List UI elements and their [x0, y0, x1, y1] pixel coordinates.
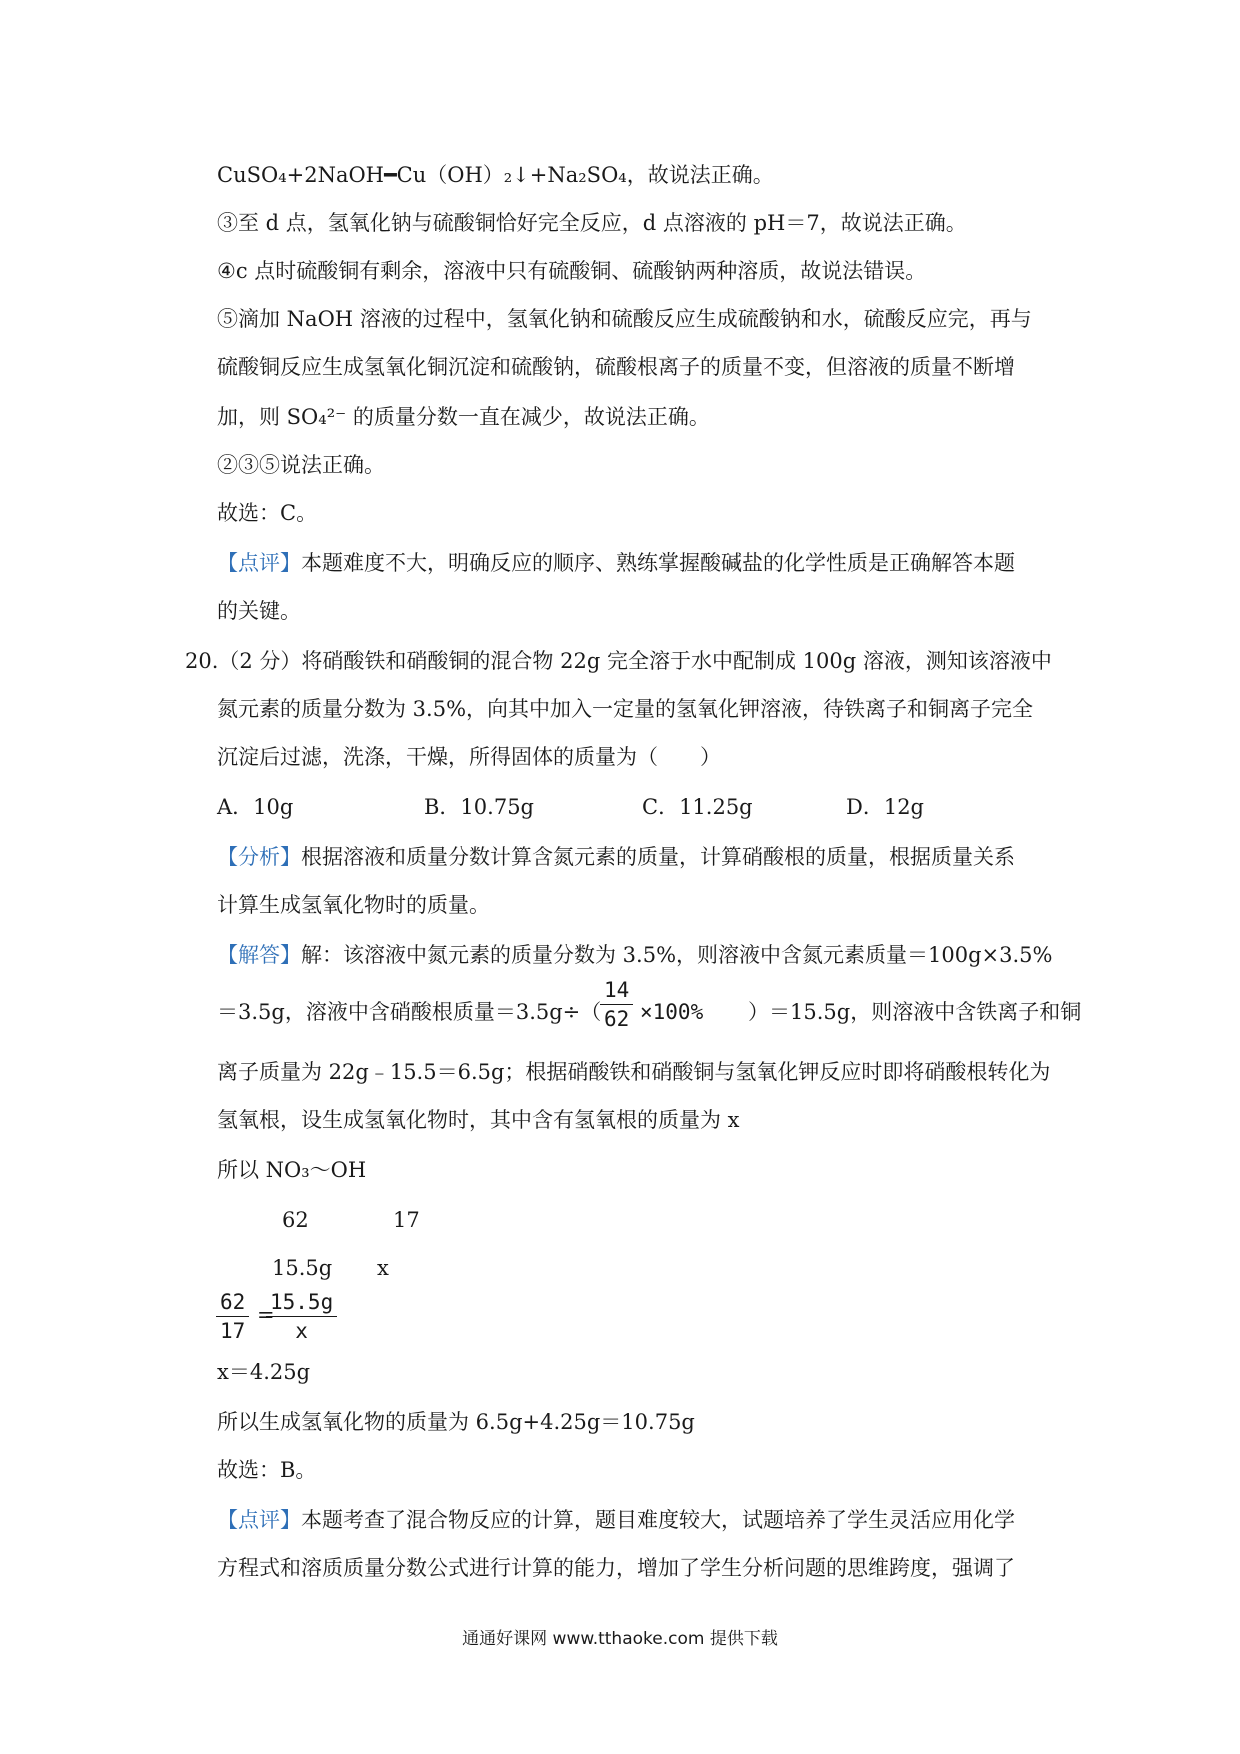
- review-line-2: 的关键。: [217, 599, 301, 623]
- analysis-line: [217, 842, 1015, 872]
- mass-x: x: [377, 1256, 389, 1280]
- proportion-left: [216, 1290, 249, 1343]
- option-a: A．10g: [217, 795, 294, 819]
- analysis-text: 根据溶液和质量分数计算含氮元素的质量，计算硝酸根的质量，根据质量关系: [301, 845, 1015, 869]
- text-line: ⑤滴加 NaOH 溶液的过程中，氢氧化钠和硫酸反应生成硫酸钠和水，硫酸反应完，再与: [217, 307, 1032, 331]
- text-line: ④c 点时硫酸铜有剩余，溶液中只有硫酸铜、硫酸钠两种溶质，故说法错误。: [217, 259, 927, 283]
- answer-line-5: 所以 NO₃～OH: [217, 1158, 367, 1182]
- question-20-stem-2: 氮元素的质量分数为 3.5%，向其中加入一定量的氢氧化钾溶液，待铁离子和铜离子完全: [217, 697, 1034, 721]
- result-line: x＝4.25g: [217, 1360, 311, 1384]
- analysis-tag: 【分析】: [217, 845, 301, 869]
- review-text: 本题考查了混合物反应的计算，题目难度较大，试题培养了学生灵活应用化学: [301, 1508, 1015, 1532]
- final-line: 所以生成氢氧化物的质量为 6.5g+4.25g＝10.75g: [217, 1410, 695, 1434]
- choice-line: 故选：B。: [217, 1458, 317, 1482]
- text-line: ②③⑤说法正确。: [217, 453, 385, 477]
- proportion-right-denominator: x: [295, 1319, 308, 1343]
- equals-sign: =: [257, 1303, 275, 1327]
- fraction-14-62: [600, 978, 633, 1031]
- fraction-denominator: 62: [604, 1007, 630, 1031]
- molar-mass-no3: 62: [282, 1208, 309, 1232]
- mass-no3: 15.5g: [272, 1256, 333, 1280]
- option-d: D．12g: [846, 795, 925, 819]
- answer-line-2a: ＝3.5g，溶液中含硝酸根质量＝3.5g÷（: [217, 1000, 602, 1024]
- review-line: [217, 1505, 1015, 1535]
- review-tag: 【点评】: [217, 1508, 301, 1532]
- answer-tag: 【解答】: [217, 943, 301, 967]
- text-line: 硫酸铜反应生成氢氧化铜沉淀和硫酸钠，硫酸根离子的质量不变，但溶液的质量不断增: [217, 355, 1015, 379]
- page-footer: 通通好课网 www.tthaoke.com 提供下载: [462, 1629, 778, 1649]
- review-line: [217, 548, 1015, 578]
- proportion-right: [266, 1290, 337, 1343]
- answer-text: 解：该溶液中氮元素的质量分数为 3.5%，则溶液中含氮元素质量＝100g×3.5%: [301, 943, 1053, 967]
- analysis-line-2: 计算生成氢氧化物时的质量。: [217, 893, 490, 917]
- option-c: C．11.25g: [642, 795, 753, 819]
- equation-line: CuSO₄+2NaOH━Cu（OH）₂↓+Na₂SO₄，故说法正确。: [217, 163, 774, 187]
- answer-line-3: 离子质量为 22g﹣15.5＝6.5g；根据硝酸铁和硝酸铜与氢氧化钾反应时即将硝酸根转化为: [217, 1060, 1051, 1084]
- review-tag: 【点评】: [217, 551, 301, 575]
- answer-line: [217, 940, 1053, 970]
- answer-line-4: 氢氧根，设生成氢氧化物时，其中含有氢氧根的质量为 x: [217, 1108, 740, 1132]
- text-line: ③至 d 点，氢氧化钠与硫酸铜恰好完全反应，d 点溶液的 pH＝7，故说法正确。: [217, 211, 967, 235]
- review-text: 本题难度不大，明确反应的顺序、熟练掌握酸碱盐的化学性质是正确解答本题: [301, 551, 1015, 575]
- choice-line: 故选：C。: [217, 501, 318, 525]
- text-line: 加，则 SO₄²⁻ 的质量分数一直在减少，故说法正确。: [217, 405, 710, 429]
- option-b: B．10.75g: [424, 795, 534, 819]
- answer-line-2b: ）＝15.5g，则溶液中含铁离子和铜: [748, 1000, 1082, 1024]
- percent-multiplier: ×100%: [640, 1000, 704, 1024]
- question-20-stem-3: 沉淀后过滤，洗涤，干燥，所得固体的质量为（ ）: [217, 745, 721, 769]
- proportion-left-numerator: 62: [216, 1290, 249, 1317]
- review-line-2: 方程式和溶质质量分数公式进行计算的能力，增加了学生分析问题的思维跨度，强调了: [217, 1556, 1015, 1580]
- molar-mass-oh: 17: [393, 1208, 420, 1232]
- proportion-right-numerator: 15.5g: [266, 1290, 337, 1317]
- fraction-numerator: 14: [600, 978, 633, 1005]
- question-20-stem: 20.（2 分）将硝酸铁和硝酸铜的混合物 22g 完全溶于水中配制成 100g 溶液，测知该溶液中: [185, 649, 1052, 673]
- proportion-left-denominator: 17: [220, 1319, 246, 1343]
